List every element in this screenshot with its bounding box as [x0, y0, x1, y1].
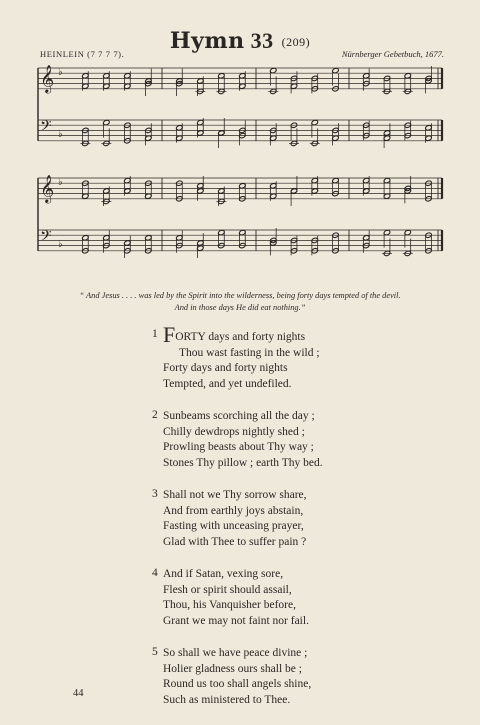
page-number: 44	[73, 688, 84, 699]
verse-line: And if Satan, vexing sore,	[163, 568, 284, 580]
verse	[152, 646, 323, 708]
hymn-word: Hymn	[169, 28, 245, 54]
verse	[152, 322, 323, 392]
verse-line: Chilly dewdrops nightly shed ;	[163, 425, 305, 438]
drop-cap: F	[163, 322, 176, 347]
verse-line: And from earthly joys abstain,	[163, 504, 304, 517]
verse-line: Shall not we Thy sorrow share,	[163, 489, 307, 501]
quote-line-1: “ And Jesus . . . . was led by the Spirit into the wilderness, being forty days tempted of the devil.	[79, 291, 401, 300]
verse-number: 1	[152, 328, 158, 340]
verse-number: 4	[152, 567, 158, 579]
verse-line: Round us too shall angels shine,	[163, 678, 312, 690]
verse-line: Thou wast fasting in the wild ;	[179, 346, 320, 359]
verse	[152, 567, 323, 629]
svg-text:♭: ♭	[58, 239, 63, 251]
quote-line-2: And in those days He did eat nothing.”	[174, 303, 306, 312]
hymn-reference: (209)	[281, 35, 311, 49]
verse-number: 5	[152, 646, 158, 658]
svg-text:♭: ♭	[58, 129, 63, 141]
tune-source: Nürnberger Gebetbuch, 1677.	[341, 49, 444, 59]
svg-text:𝄢: 𝄢	[40, 227, 52, 249]
verse-line: Such as ministered to Thee.	[163, 693, 291, 706]
verse-line: Grant we may not faint nor fail.	[163, 614, 309, 627]
music-score-system-1	[0, 62, 480, 162]
verse-line: Flesh or spirit should assail,	[163, 583, 292, 596]
verse-number: 3	[152, 488, 158, 500]
verse	[152, 488, 323, 550]
tune-name: HEINLEIN (7 7 7 7).	[40, 49, 125, 59]
music-score-system-2	[0, 172, 480, 272]
verse-line: Prowling beasts about Thy way ;	[163, 441, 314, 453]
svg-text:𝄞: 𝄞	[40, 174, 55, 203]
svg-text:𝄢: 𝄢	[40, 117, 52, 139]
verse-line: Stones Thy pillow ; earth Thy bed.	[163, 456, 323, 469]
hymn-number: 33	[250, 28, 274, 53]
verse-line: Sunbeams scorching all the day ;	[163, 410, 315, 422]
verse-line: Glad with Thee to suffer pain ?	[163, 535, 307, 548]
svg-text:♭: ♭	[58, 176, 63, 188]
svg-text:♭: ♭	[58, 66, 63, 78]
verse-number: 2	[152, 409, 158, 421]
verse-line: Fasting with unceasing prayer,	[163, 520, 304, 532]
verse-line: Holier gladness ours shall be ;	[163, 662, 302, 675]
scripture-quote	[0, 290, 480, 314]
verse-line: Tempted, and yet undefiled.	[163, 377, 292, 390]
verse-line: FORTY days and forty nights	[163, 322, 306, 347]
verse-line: Thou, his Vanquisher before,	[163, 599, 296, 611]
svg-text:𝄞: 𝄞	[40, 64, 55, 93]
hymn-verses	[152, 322, 323, 725]
verse	[152, 409, 323, 471]
verse-line: So shall we have peace divine ;	[163, 647, 308, 659]
verse-line: Forty days and forty nights	[163, 362, 288, 374]
